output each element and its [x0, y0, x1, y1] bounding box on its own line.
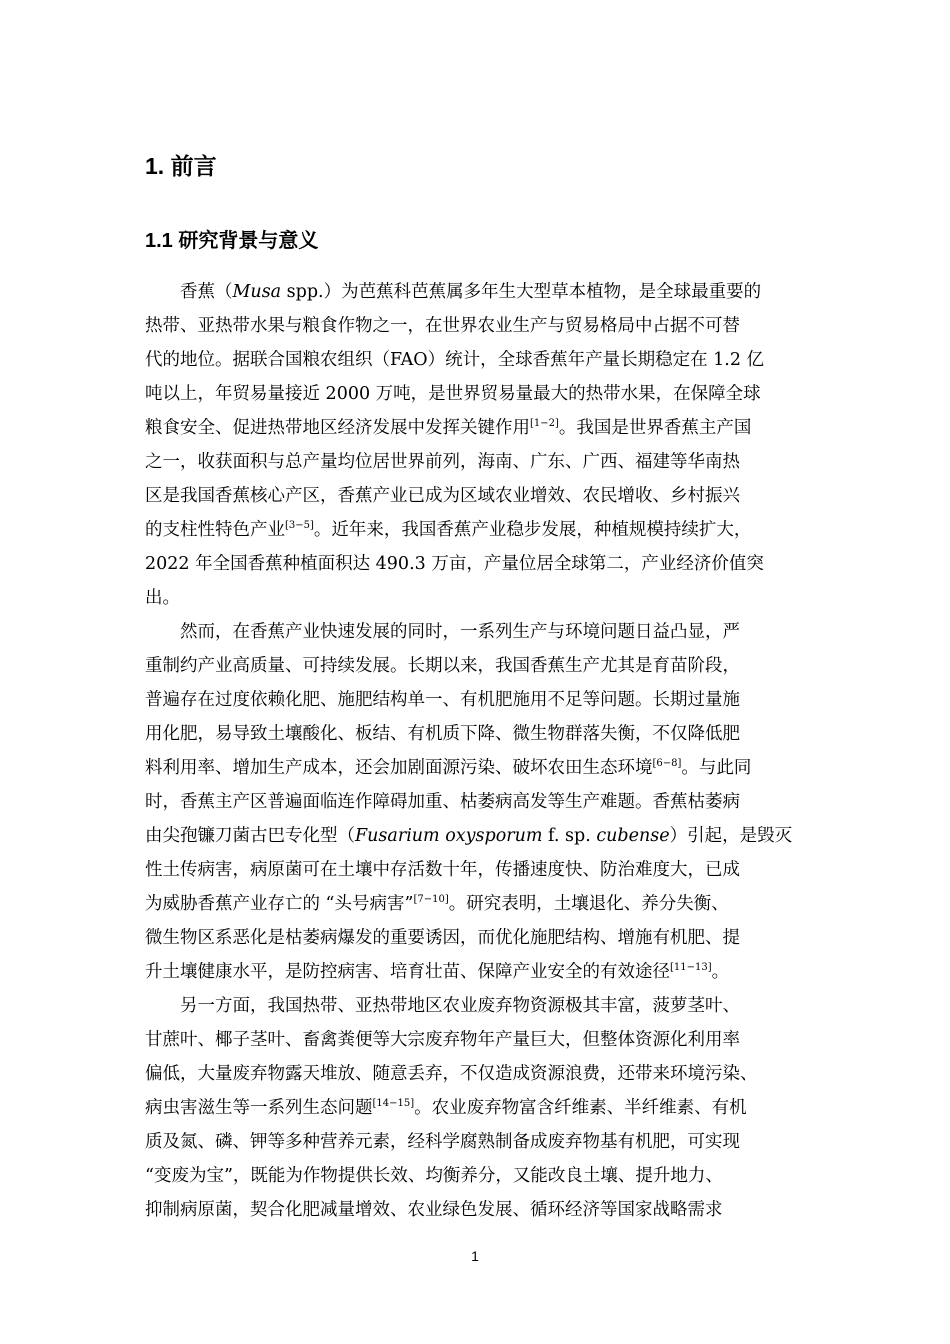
text-line: 用化肥，易导致土壤酸化、板结、有机质下降、微生物群落失衡，不仅降低肥	[145, 724, 740, 744]
text-run: 由尖孢镰刀菌古巴专化型（	[145, 826, 355, 846]
text-run: 香蕉（	[180, 282, 233, 302]
text-line	[145, 1091, 810, 1125]
text-line: 2022 年全国香蕉种植面积达 490.3 万亩，产量位居全球第二，产业经济价值突	[145, 554, 764, 574]
text-line: 重制约产业高质量、可持续发展。长期以来，我国香蕉生产尤其是育苗阶段，	[145, 656, 740, 676]
citation: [6−8]	[652, 758, 682, 769]
text-run: 。与此同	[681, 758, 752, 778]
text-line: 抑制病原菌，契合化肥减量增效、农业绿色发展、循环经济等国家战略需求	[145, 1200, 723, 1220]
citation: [3−5]	[285, 520, 314, 531]
text-line: 区是我国香蕉核心产区，香蕉产业已成为区域农业增效、农民增收、乡村振兴	[145, 486, 740, 506]
text-line: 代的地位。据联合国粮农组织（FAO）统计，全球香蕉年产量长期稳定在 1.2 亿	[145, 350, 765, 370]
text-line	[145, 955, 810, 989]
italic-text: Musa	[232, 282, 282, 302]
text-line: 之一，收获面积与总产量均位居世界前列，海南、广东、广西、福建等华南热	[145, 452, 740, 472]
text-run: 为威胁香蕉产业存亡的 “头号病害”	[145, 894, 414, 914]
text-line: 另一方面，我国热带、亚热带地区农业废弃物资源极其丰富，菠萝茎叶、	[180, 996, 740, 1016]
text-line: 时，香蕉主产区普遍面临连作障碍加重、枯萎病高发等生产难题。香蕉枯萎病	[145, 792, 740, 812]
text-line: “变废为宝”，既能为作物提供长效、均衡养分，又能改良土壤、提升地力、	[145, 1166, 723, 1186]
text-line	[145, 819, 810, 853]
text-line: 然而，在香蕉产业快速发展的同时，一系列生产与环境问题日益凸显，严	[180, 622, 740, 642]
text-run: 料利用率、增加生产成本，还会加剧面源污染、破坏农田生态环境	[145, 758, 653, 778]
text-line	[145, 751, 810, 785]
text-line: 质及氮、磷、钾等多种营养元素，经科学腐熟制备成废弃物基有机肥，可实现	[145, 1132, 740, 1152]
text-run: 粮食安全、促进热带地区经济发展中发挥关键作用	[145, 418, 530, 438]
subsection-heading: 1.1 研究背景与意义	[145, 230, 319, 252]
text-run: ）引起，是毁灭	[669, 826, 793, 846]
text-line: 微生物区系恶化是枯萎病爆发的重要诱因，而优化施肥结构、增施有机肥、提	[145, 928, 740, 948]
text-line: 吨以上，年贸易量接近 2000 万吨，是世界贸易量最大的热带水果，在保障全球	[145, 384, 761, 404]
text-run: f. sp.	[542, 826, 597, 846]
text-line: 偏低，大量废弃物露天堆放、随意丢弃，不仅造成资源浪费，还带来环境污染、	[145, 1064, 758, 1084]
text-line: 热带、亚热带水果与粮食作物之一，在世界农业生产与贸易格局中占据不可替	[145, 316, 740, 336]
citation: [7−10]	[413, 894, 449, 905]
section-heading: 1. 前言	[145, 153, 217, 179]
text-line: 甘蔗叶、椰子茎叶、畜禽粪便等大宗废弃物年产量巨大，但整体资源化利用率	[145, 1030, 740, 1050]
text-line	[145, 513, 810, 547]
text-run: 病虫害滋生等一系列生态问题	[145, 1098, 373, 1118]
page-number: 1	[471, 1248, 479, 1264]
text-run: 。我国是世界香蕉主产国	[558, 418, 752, 438]
text-run: 。	[711, 962, 730, 982]
text-run: 。农业废弃物富含纤维素、半纤维素、有机	[414, 1098, 747, 1118]
text-line	[180, 275, 845, 309]
text-line: 性土传病害，病原菌可在土壤中存活数十年，传播速度快、防治难度大，已成	[145, 860, 740, 880]
text-run: spp.）为芭蕉科芭蕉属多年生大型草本植物，是全球最重要的	[281, 282, 762, 302]
citation: [14−15]	[372, 1098, 415, 1109]
italic-text: Fusarium oxysporum	[355, 826, 543, 846]
text-line: 出。	[145, 588, 180, 608]
text-run: 的支柱性特色产业	[145, 520, 285, 540]
text-run: 。近年来，我国香蕉产业稳步发展，种植规模持续扩大，	[313, 520, 752, 540]
text-run: 。研究表明，土壤退化、养分失衡、	[448, 894, 729, 914]
text-run: 升土壤健康水平，是防控病害、培育壮苗、保障产业安全的有效途径	[145, 962, 670, 982]
text-line	[145, 411, 810, 445]
text-line	[145, 887, 810, 921]
citation: [1−2]	[530, 418, 559, 429]
italic-text: cubense	[596, 826, 670, 846]
citation: [11−13]	[670, 962, 712, 973]
text-line: 普遍存在过度依赖化肥、施肥结构单一、有机肥施用不足等问题。长期过量施	[145, 690, 740, 710]
